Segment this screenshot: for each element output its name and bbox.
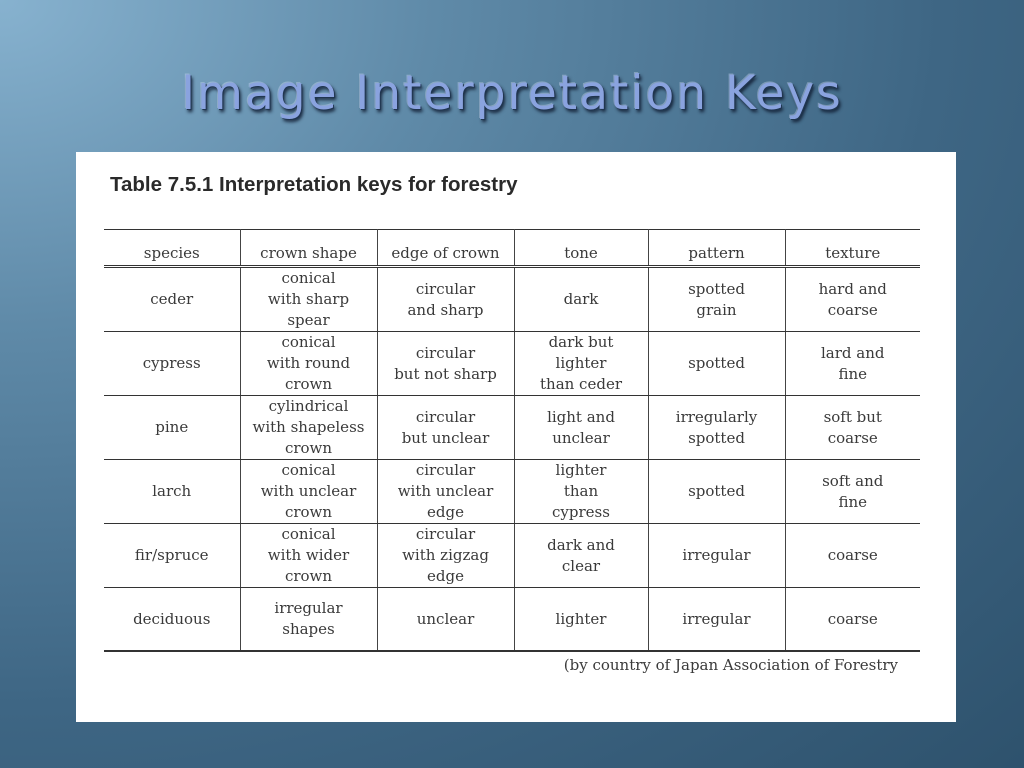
table-cell: spotted: [648, 332, 785, 396]
table-row: [104, 588, 920, 652]
column-header: species: [104, 230, 240, 267]
species-cell: cypress: [104, 332, 240, 396]
table-cell: circular with unclear edge: [377, 460, 514, 524]
column-header: pattern: [648, 230, 785, 267]
table-cell: soft and fine: [785, 460, 920, 524]
table-caption: Table 7.5.1 Interpretation keys for forestry: [110, 173, 518, 196]
species-cell: deciduous: [104, 588, 240, 652]
table-cell: lard and fine: [785, 332, 920, 396]
table-cell: soft but coarse: [785, 396, 920, 460]
table-cell: conical with unclear crown: [240, 460, 377, 524]
column-header: crown shape: [240, 230, 377, 267]
table-cell: circular but not sharp: [377, 332, 514, 396]
table-cell: irregular shapes: [240, 588, 377, 652]
table-cell: irregular: [648, 524, 785, 588]
table-row: [104, 524, 920, 588]
table-cell: light and unclear: [514, 396, 648, 460]
species-cell: larch: [104, 460, 240, 524]
table-row: [104, 396, 920, 460]
table-cell: unclear: [377, 588, 514, 652]
table-cell: cylindrical with shapeless crown: [240, 396, 377, 460]
table-cell: spotted grain: [648, 267, 785, 332]
species-cell: fir/spruce: [104, 524, 240, 588]
table-cell: irregular: [648, 588, 785, 652]
table-cell: conical with round crown: [240, 332, 377, 396]
table-cell: circular and sharp: [377, 267, 514, 332]
species-cell: ceder: [104, 267, 240, 332]
table-cell: circular but unclear: [377, 396, 514, 460]
table-header-row: [104, 230, 920, 267]
table-row: [104, 267, 920, 332]
table-cell: circular with zigzag edge: [377, 524, 514, 588]
table-cell: dark: [514, 267, 648, 332]
interpretation-keys-table: [104, 229, 920, 652]
table-cell: conical with sharp spear: [240, 267, 377, 332]
table-cell: dark and clear: [514, 524, 648, 588]
table-cell: dark but lighter than ceder: [514, 332, 648, 396]
table-cell: coarse: [785, 588, 920, 652]
column-header: edge of crown: [377, 230, 514, 267]
table-row: [104, 332, 920, 396]
table-credit: (by country of Japan Association of Forestry: [563, 656, 898, 674]
table-cell: spotted: [648, 460, 785, 524]
column-header: texture: [785, 230, 920, 267]
table-cell: hard and coarse: [785, 267, 920, 332]
table-cell: lighter: [514, 588, 648, 652]
table-cell: lighter than cypress: [514, 460, 648, 524]
column-header: tone: [514, 230, 648, 267]
table-row: [104, 460, 920, 524]
slide-title: Image Interpretation Keys: [181, 66, 843, 121]
table-cell: coarse: [785, 524, 920, 588]
table-cell: conical with wider crown: [240, 524, 377, 588]
species-cell: pine: [104, 396, 240, 460]
table-image-panel: [76, 152, 956, 722]
table-cell: irregularly spotted: [648, 396, 785, 460]
